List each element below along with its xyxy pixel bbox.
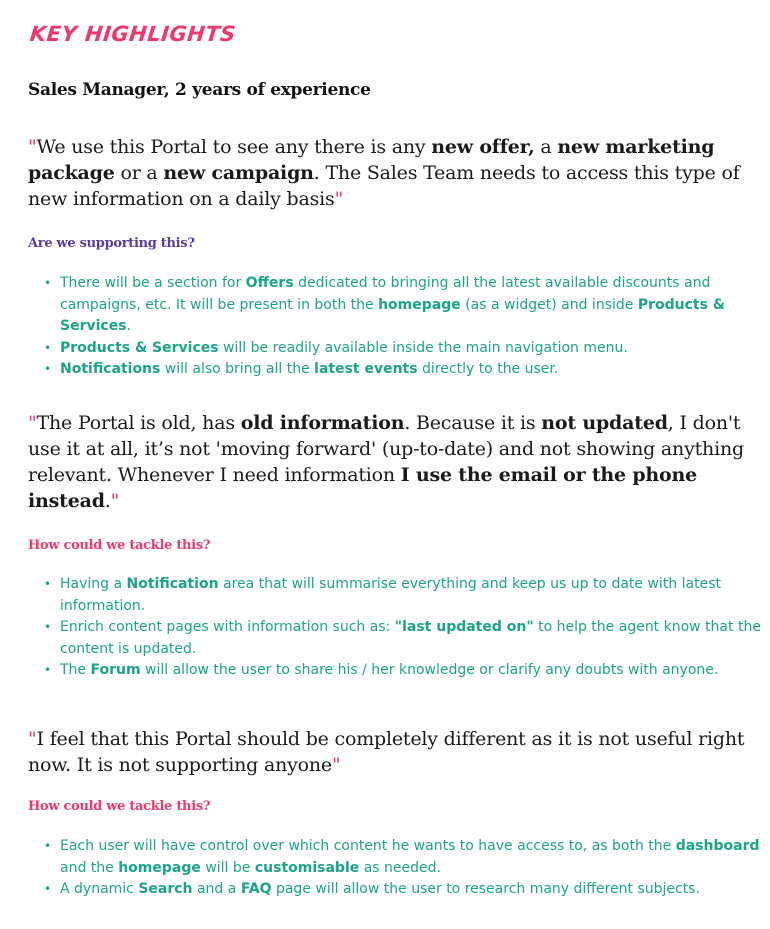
- item-text: will be readily available inside the main navigation menu.: [218, 339, 628, 356]
- question-heading-1: Are we supporting this?: [28, 236, 195, 251]
- item-text: will also bring all the: [160, 361, 315, 377]
- item-text: Each user will have control over which content he wants to have access to, as both the: [60, 838, 676, 854]
- quote-emphasis: I use the email or the phone instead: [28, 464, 697, 512]
- item-text: will be: [200, 859, 255, 876]
- item-emphasis: Products & Services: [60, 296, 726, 334]
- item-text: (as a widget) and inside: [460, 296, 638, 313]
- item-emphasis: FAQ: [240, 881, 272, 897]
- item-text: The: [60, 662, 91, 678]
- quote-text: .: [104, 490, 111, 512]
- quote-text: I feel that this Portal should be completely different as it is not useful right now. It is not supporting anyone: [28, 728, 745, 776]
- quote-emphasis: new marketing package: [28, 136, 715, 184]
- quote-emphasis: new offer,: [431, 136, 535, 158]
- item-emphasis: Notification: [126, 576, 219, 592]
- item-text: and a: [192, 881, 241, 897]
- quote-text: We use this Portal to see any there is any: [36, 136, 432, 158]
- question-heading-2: How could we tackle this?: [28, 538, 211, 553]
- quote-emphasis: not updated: [541, 412, 668, 434]
- role-heading: Sales Manager, 2 years of experience: [28, 80, 371, 100]
- item-text: A dynamic: [60, 881, 139, 897]
- quote-open-mark: ": [28, 136, 37, 158]
- item-text: .: [126, 318, 131, 334]
- list-item: [60, 273, 770, 338]
- quote-text: a: [534, 136, 558, 158]
- item-text: will allow the user to share his / her knowledge or clarify any doubts with anyone.: [140, 662, 719, 678]
- quote-open-mark: ": [28, 728, 37, 750]
- quote-close-mark: ": [110, 490, 120, 512]
- item-text: to help the agent know that the content is updated.: [60, 619, 761, 657]
- answer-list-2: [28, 574, 770, 682]
- user-quote-1: [28, 134, 748, 212]
- list-item: [60, 660, 770, 682]
- item-emphasis: Search: [138, 881, 193, 897]
- quote-text: . The Sales Team needs to access this type of new information on a daily basis: [28, 162, 740, 210]
- quote-text: The Portal is old, has: [36, 412, 241, 434]
- quote-emphasis: old information: [240, 412, 405, 434]
- item-text: and the: [60, 859, 119, 876]
- item-emphasis: Products & Services: [60, 339, 219, 356]
- quote-emphasis: new campaign: [163, 162, 314, 184]
- answer-list-3: [28, 836, 770, 901]
- item-emphasis: Notifications: [60, 361, 161, 377]
- list-item: [60, 574, 770, 617]
- item-emphasis: homepage: [118, 859, 201, 876]
- item-emphasis: "last updated on": [394, 619, 534, 635]
- quote-open-mark: ": [28, 412, 37, 434]
- quote-text: . Because it is: [404, 412, 542, 434]
- key-highlights-title: KEY HIGHLIGHTS: [28, 22, 238, 46]
- list-item: [60, 338, 770, 360]
- list-item: [60, 359, 770, 381]
- item-emphasis: Offers: [245, 275, 294, 291]
- user-quote-3: [28, 726, 748, 778]
- item-text: Having a: [60, 576, 127, 592]
- item-emphasis: latest events: [314, 361, 418, 377]
- list-item: [60, 836, 770, 879]
- list-item: [60, 617, 770, 660]
- item-text: page will allow the user to research many different subjects.: [271, 881, 700, 897]
- item-text: There will be a section for: [60, 275, 246, 291]
- item-emphasis: homepage: [378, 296, 461, 313]
- item-emphasis: customisable: [254, 859, 360, 876]
- list-item: [60, 879, 770, 901]
- item-text: as needed.: [359, 859, 441, 876]
- item-text: directly to the user.: [417, 361, 559, 377]
- quote-text: , I don't use it at all, it’s not 'moving forward' (up-to-date) and not showing anything relevant. Whenever I need information: [28, 412, 744, 486]
- quote-close-mark: ": [331, 754, 341, 776]
- item-text: area that will summarise everything and keep us up to date with latest information.: [60, 576, 721, 614]
- item-text: Enrich content pages with information such as:: [60, 619, 395, 635]
- quote-close-mark: ": [334, 188, 344, 210]
- question-heading-3: How could we tackle this?: [28, 799, 211, 814]
- user-quote-2: [28, 410, 748, 514]
- item-emphasis: Forum: [90, 662, 141, 678]
- item-text: dedicated to bringing all the latest available discounts and campaigns, etc. It will be present in both the: [60, 275, 711, 313]
- quote-text: or a: [114, 162, 164, 184]
- answer-list-1: [28, 273, 770, 381]
- item-emphasis: dashboard: [675, 838, 760, 854]
